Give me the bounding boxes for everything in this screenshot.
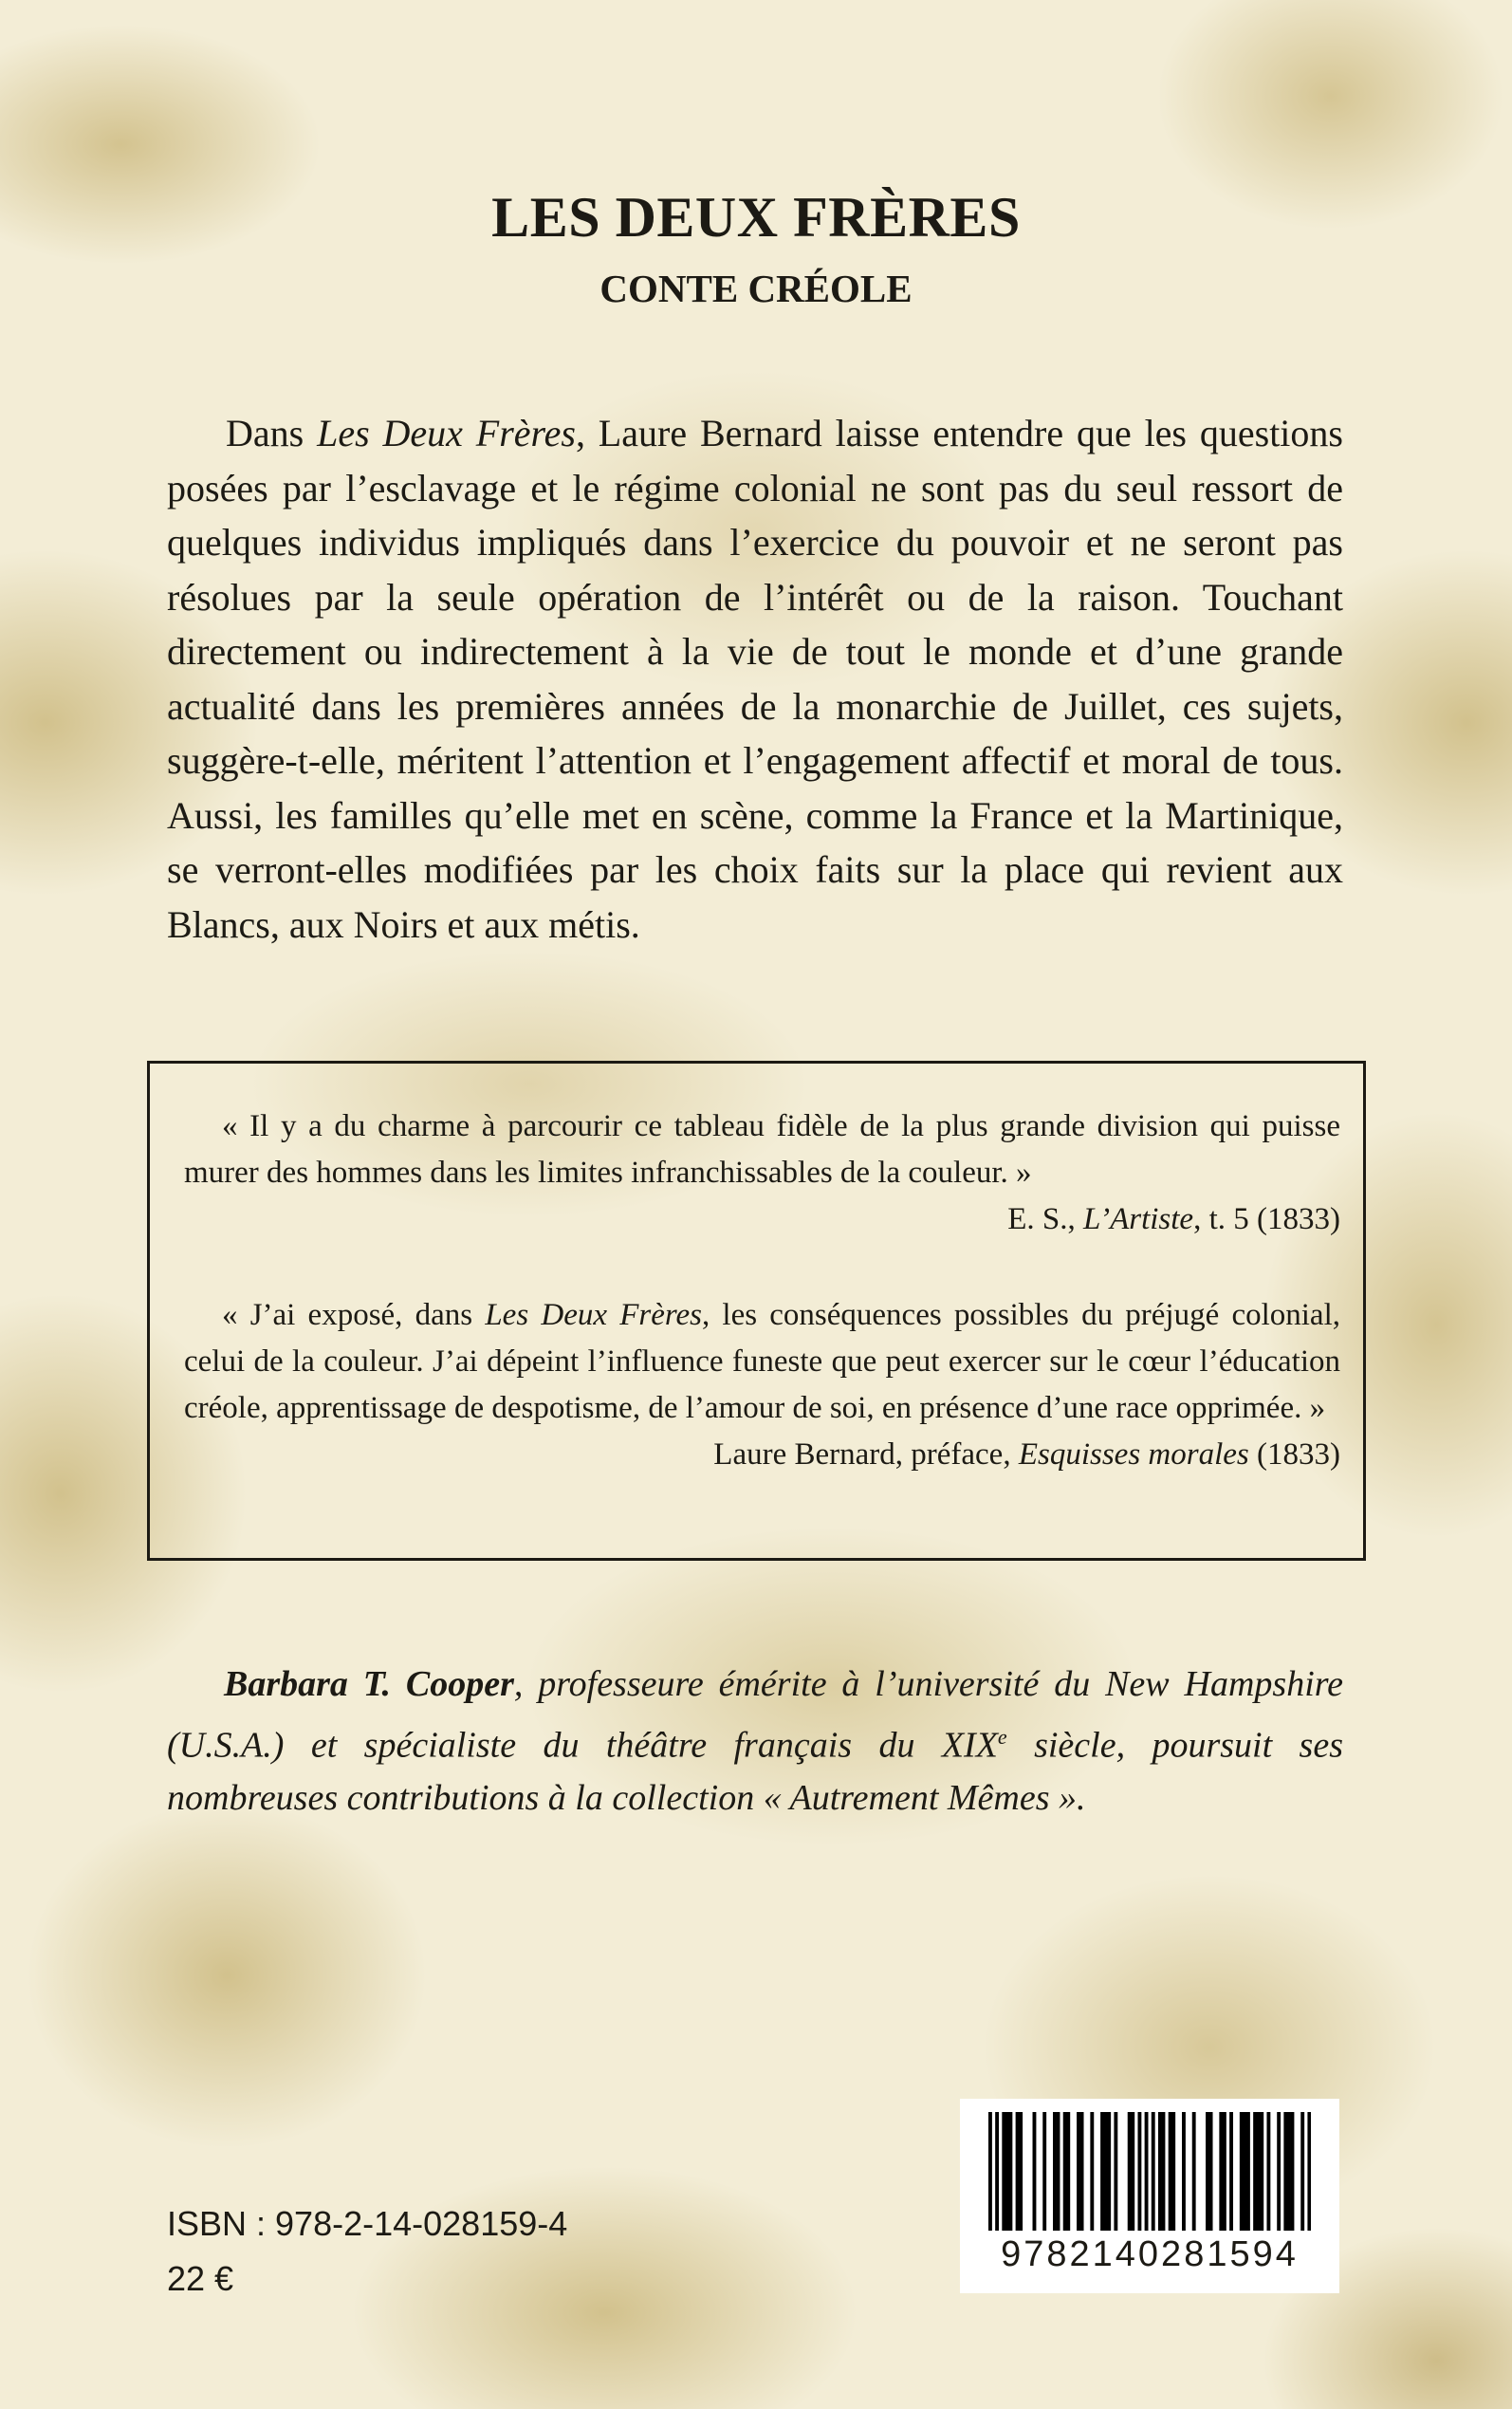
quote-2-text-italic: Les Deux Frères	[485, 1298, 702, 1332]
summary-body: , Laure Bernard laisse entendre que les questions posées par l’esclavage et le régime colonial ne sont pas du seul ressort de quelques individus impliqués dans l’exercice du pouvoir et ne seront pas résolues par la seule opération de l’intérêt ou de la raison. Touchant directement ou indirectement à la vie de tout le monde et d’une grande actualité dans les premières années de la monarchie de Juillet, ces sujets, suggère-t-elle, méritent l’attention et l’engagement affectif et moral de tous. Aussi, les familles qu’elle met en scène, comme la France et la Martinique, se verront-elles modifiées par les choix faits sur la place qui revient aux Blancs, aux Noirs et aux métis.	[167, 412, 1343, 946]
barcode-bar	[1209, 2112, 1213, 2231]
barcode	[960, 2099, 1339, 2293]
author-bio	[167, 1659, 1343, 1825]
barcode-bar	[1053, 2112, 1057, 2231]
barcode-bar	[1307, 2112, 1311, 2231]
barcode-bar	[1114, 2112, 1117, 2231]
barcode-bar	[1100, 2112, 1104, 2231]
author-bio-text-pre: , professeure émérite à l’université du New Hampshire (U.S.A.) et spécialiste du théâtre français du XIX	[167, 1664, 1343, 1766]
barcode-bar	[1171, 2112, 1175, 2231]
summary-lead: Dans	[226, 412, 318, 454]
barcode-bar	[1042, 2112, 1046, 2231]
quote-1-attribution-author: E. S.,	[1007, 1202, 1083, 1236]
price-text: 22 €	[167, 2259, 234, 2298]
barcode-bar	[1287, 2112, 1291, 2231]
barcode-bar	[1090, 2112, 1094, 2231]
barcode-bar	[1206, 2112, 1209, 2231]
barcode-bar	[1131, 2112, 1134, 2231]
barcode-bar	[1229, 2112, 1233, 2231]
quote-2-attribution-author: Laure Bernard, préface,	[713, 1437, 1019, 1472]
author-bio-text-post: siècle, poursuit ses nombreuses contributions à la collection « Autrement Mêmes ».	[167, 1725, 1344, 1818]
barcode-bar	[1080, 2112, 1084, 2231]
author-name: Barbara T. Cooper	[224, 1664, 514, 1704]
barcode-bar	[1300, 2112, 1304, 2231]
barcode-bar	[988, 2112, 992, 2231]
quote-1-attribution-detail: , t. 5 (1833)	[1193, 1202, 1340, 1236]
barcode-digits: 9782140281594	[1001, 2234, 1299, 2274]
barcode-bar	[1243, 2112, 1246, 2231]
barcode-bar	[1145, 2112, 1149, 2231]
barcode-bar	[1246, 2112, 1250, 2231]
quote-1-attribution	[184, 1196, 1340, 1243]
barcode-bar	[1057, 2112, 1060, 2231]
barcode-bar	[1169, 2112, 1172, 2231]
barcode-bar	[1152, 2112, 1155, 2231]
barcode-bar	[1128, 2112, 1132, 2231]
barcode-bar	[1066, 2112, 1070, 2231]
barcode-bar	[1077, 2112, 1080, 2231]
quote-2-attribution	[184, 1432, 1340, 1478]
barcode-bar	[1104, 2112, 1108, 2231]
barcode-bar	[1107, 2112, 1111, 2231]
quote-1-text: « Il y a du charme à parcourir ce tableau fidèle de la plus grande division qui puisse murer des hommes dans les limites infranchissables de la couleur. »	[184, 1109, 1340, 1190]
quotes-box	[147, 1061, 1366, 1561]
quote-2-text-post: , les conséquences possibles du préjugé colonial, celui de la couleur. J’ai dépeint l’influence funeste que peut exercer sur le cœur l’éducation créole, apprentissage de despotisme, de l’amour de soi, en présence d’une race opprimée. »	[184, 1298, 1340, 1425]
barcode-bar	[1008, 2112, 1012, 2231]
barcode-bar	[1016, 2112, 1020, 2231]
barcode-bar	[1137, 2112, 1141, 2231]
quote-2-attribution-source: Esquisses morales	[1018, 1437, 1249, 1472]
summary-paragraph	[167, 406, 1343, 952]
barcode-bar	[1005, 2112, 1009, 2231]
barcode-bar	[1192, 2112, 1196, 2231]
barcode-bar	[1002, 2112, 1005, 2231]
barcode-bar	[1223, 2112, 1226, 2231]
barcode-bar	[1033, 2112, 1037, 2231]
quote-2-attribution-detail: (1833)	[1248, 1437, 1340, 1472]
barcode-bar	[1277, 2112, 1281, 2231]
barcode-bar	[1257, 2112, 1261, 2231]
barcode-bars	[988, 2112, 1311, 2231]
barcode-bar	[1158, 2112, 1162, 2231]
book-subtitle: CONTE CRÉOLE	[599, 267, 913, 310]
barcode-bar	[1260, 2112, 1263, 2231]
barcode-bar	[1219, 2112, 1223, 2231]
barcode-bar	[1266, 2112, 1270, 2231]
barcode-bar	[1253, 2112, 1257, 2231]
barcode-bar	[1240, 2112, 1244, 2231]
summary-italic-title: Les Deux Frères	[317, 412, 576, 454]
barcode-bar	[995, 2112, 999, 2231]
barcode-bar	[1063, 2112, 1067, 2231]
book-title: LES DEUX FRÈRES	[491, 186, 1021, 249]
quote-1-attribution-source: L’Artiste	[1082, 1202, 1194, 1236]
barcode-bar	[1291, 2112, 1295, 2231]
quote-2-text	[184, 1292, 1340, 1432]
barcode-bar	[1162, 2112, 1166, 2231]
isbn-text: ISBN : 978-2-14-028159-4	[167, 2204, 568, 2243]
barcode-bar	[1019, 2112, 1023, 2231]
quote-2-text-pre: « J’ai exposé, dans	[222, 1298, 486, 1332]
barcode-bar	[1182, 2112, 1186, 2231]
barcode-bar	[1283, 2112, 1287, 2231]
author-bio-superscript: e	[997, 1725, 1007, 1749]
